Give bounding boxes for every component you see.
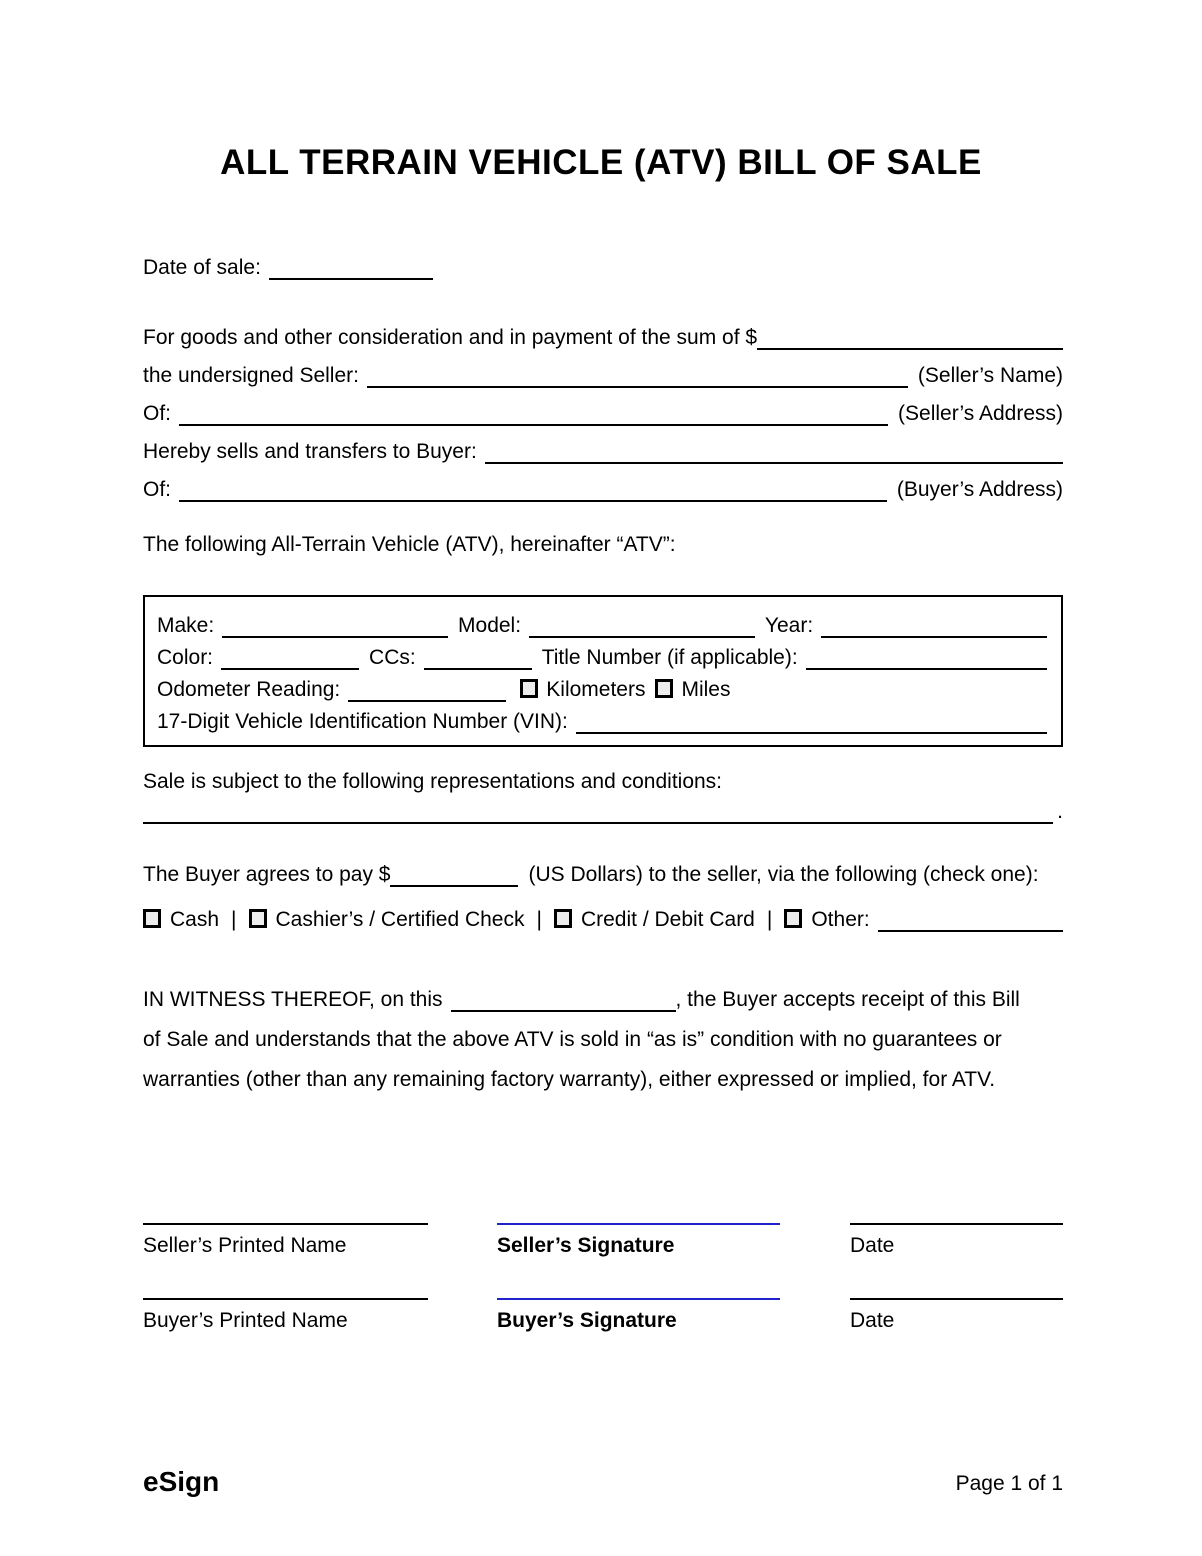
seller-name-field[interactable]	[367, 362, 908, 388]
option-separator: |	[231, 908, 237, 931]
year-field[interactable]	[821, 612, 1047, 638]
seller-printed-name-col	[143, 1223, 428, 1258]
buyer-name-row	[143, 426, 1063, 464]
make-field[interactable]	[222, 612, 448, 638]
credit-debit-checkbox[interactable]	[554, 909, 572, 928]
seller-name-label: the undersigned Seller:	[143, 364, 359, 387]
witness-line3	[143, 1052, 1063, 1092]
seller-address-row	[143, 388, 1063, 426]
conditions-period: .	[1057, 800, 1063, 823]
ccs-label: CCs:	[369, 646, 416, 669]
odometer-row	[157, 670, 1047, 702]
witness-section	[143, 972, 1063, 1092]
seller-printed-name-label: Seller’s Printed Name	[143, 1234, 347, 1257]
seller-address-field[interactable]	[179, 400, 888, 426]
witness-line2	[143, 1012, 1063, 1052]
vehicle-intro: The following All-Terrain Vehicle (ATV), hereinafter “ATV”:	[143, 533, 676, 556]
cash-label: Cash	[170, 908, 220, 931]
date-of-sale-row	[143, 250, 1063, 280]
seller-signature-row	[143, 1223, 1063, 1258]
witness-prefix: IN WITNESS THEREOF, on this	[143, 988, 443, 1011]
buyer-signature-label: Buyer’s Signature	[497, 1309, 677, 1332]
buyer-printed-name-line[interactable]	[143, 1298, 428, 1300]
title-number-label: Title Number (if applicable):	[541, 646, 798, 669]
model-label: Model:	[458, 614, 522, 637]
miles-label: Miles	[681, 678, 731, 701]
seller-name-suffix: (Seller’s Name)	[917, 364, 1063, 387]
color-field[interactable]	[221, 644, 359, 670]
other-label: Other:	[811, 908, 870, 931]
date-of-sale-field[interactable]	[269, 254, 433, 280]
buyer-signature-line[interactable]	[497, 1298, 780, 1300]
payment-prefix: The Buyer agrees to pay $	[143, 863, 391, 886]
seller-address-suffix: (Seller’s Address)	[898, 402, 1063, 425]
credit-debit-label: Credit / Debit Card	[580, 908, 755, 931]
cashiers-check-checkbox[interactable]	[249, 909, 267, 928]
color-ccs-title-row	[157, 638, 1047, 670]
buyer-date-col	[850, 1298, 1063, 1333]
buyer-signature-row	[143, 1298, 1063, 1333]
seller-date-line[interactable]	[850, 1223, 1063, 1225]
kilometers-checkbox[interactable]	[520, 679, 538, 698]
sum-row	[143, 312, 1063, 350]
buyer-signature-col	[497, 1298, 780, 1333]
seller-printed-name-line[interactable]	[143, 1223, 428, 1225]
sum-label: For goods and other consideration and in payment of the sum of $	[143, 326, 758, 349]
conditions-intro: Sale is subject to the following representations and conditions:	[143, 770, 723, 793]
year-label: Year:	[764, 614, 814, 637]
witness-line3-text: warranties (other than any remaining factory warranty), either expressed or implied, for ATV.	[143, 1068, 996, 1091]
seller-date-label: Date	[850, 1234, 895, 1257]
other-field[interactable]	[878, 906, 1063, 932]
color-label: Color:	[157, 646, 214, 669]
seller-name-row	[143, 350, 1063, 388]
buyer-address-row	[143, 464, 1063, 502]
vehicle-details-box	[143, 595, 1063, 747]
ccs-field[interactable]	[424, 644, 532, 670]
buyer-name-label: Hereby sells and transfers to Buyer:	[143, 440, 477, 463]
vin-row	[157, 702, 1047, 734]
payment-suffix: (US Dollars) to the seller, via the following (check one):	[528, 863, 1039, 886]
payment-row	[143, 855, 1063, 887]
vin-field[interactable]	[576, 708, 1047, 734]
miles-checkbox[interactable]	[655, 679, 673, 698]
seller-date-col	[850, 1223, 1063, 1258]
buyer-address-label: Of:	[143, 478, 172, 501]
buyer-date-label: Date	[850, 1309, 895, 1332]
witness-date-field[interactable]	[451, 986, 676, 1012]
buyer-printed-name-col	[143, 1298, 428, 1333]
seller-signature-col	[497, 1223, 780, 1258]
other-checkbox[interactable]	[784, 909, 802, 928]
date-of-sale-label: Date of sale:	[143, 256, 261, 279]
buyer-date-line[interactable]	[850, 1298, 1063, 1300]
vin-label: 17-Digit Vehicle Identification Number (VIN):	[157, 710, 568, 733]
kilometers-label: Kilometers	[546, 678, 646, 701]
conditions-line-row	[143, 790, 1063, 824]
make-label: Make:	[157, 614, 215, 637]
odometer-field[interactable]	[348, 676, 506, 702]
payment-options-row	[143, 901, 1063, 932]
title-number-field[interactable]	[806, 644, 1047, 670]
sum-amount-field[interactable]	[757, 324, 1063, 350]
witness-line2-text: of Sale and understands that the above ATV is sold in “as is” condition with no guarantees or	[143, 1028, 1002, 1051]
make-model-year-row	[157, 606, 1047, 638]
esign-logo: eSign	[143, 1466, 220, 1497]
option-separator: |	[766, 908, 773, 931]
option-separator: |	[536, 908, 542, 931]
conditions-field[interactable]	[143, 798, 1053, 824]
buyer-address-suffix: (Buyer’s Address)	[896, 478, 1063, 501]
cash-checkbox[interactable]	[143, 909, 161, 928]
buyer-address-field[interactable]	[179, 476, 887, 502]
buyer-name-field[interactable]	[485, 438, 1063, 464]
seller-signature-line[interactable]	[497, 1223, 780, 1225]
page-number: Page 1 of 1	[955, 1472, 1063, 1495]
consideration-section	[143, 312, 1063, 502]
seller-signature-label: Seller’s Signature	[497, 1234, 675, 1257]
buyer-printed-name-label: Buyer’s Printed Name	[143, 1309, 348, 1332]
witness-line1	[143, 972, 1063, 1012]
model-field[interactable]	[529, 612, 755, 638]
odometer-label: Odometer Reading:	[157, 678, 341, 701]
payment-amount-field[interactable]	[390, 861, 518, 887]
seller-address-label: Of:	[143, 402, 172, 425]
witness-suffix: , the Buyer accepts receipt of this Bill	[675, 988, 1020, 1011]
cashiers-check-label: Cashier’s / Certified Check	[275, 908, 525, 931]
page-title: ALL TERRAIN VEHICLE (ATV) BILL OF SALE	[220, 143, 982, 182]
